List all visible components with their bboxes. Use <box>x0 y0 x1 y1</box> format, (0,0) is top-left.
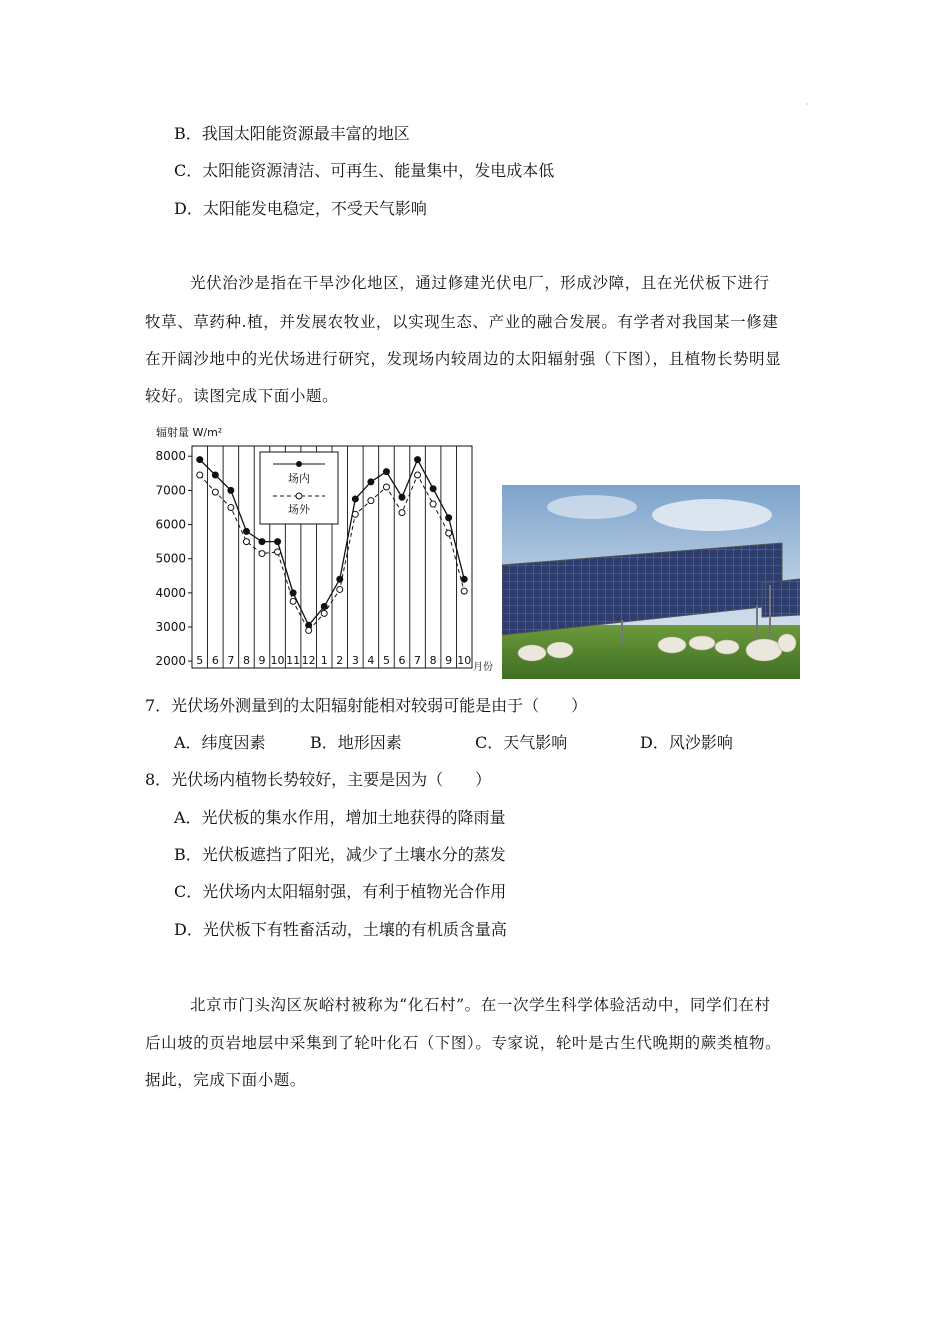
series-1-point <box>399 510 405 516</box>
q7-stem: 7．光伏场外测量到的太阳辐射能相对较弱可能是由于（ ） <box>145 696 588 715</box>
y-tick-label: 7000 <box>155 483 186 498</box>
x-tick-label: 3 <box>351 654 359 667</box>
passage1-line1: 光伏治沙是指在干旱沙化地区，通过修建光伏电厂，形成沙障，且在光伏板下进行 <box>190 274 770 292</box>
series-1-point <box>275 549 281 555</box>
series-0-point <box>352 496 358 502</box>
legend-label-out: 场外 <box>288 503 310 516</box>
series-0-point <box>430 486 436 492</box>
solar-farm-photo <box>502 485 800 679</box>
passage2-line3: 据此，完成下面小题。 <box>145 1071 307 1089</box>
series-0-point <box>228 487 234 493</box>
solar-panel-far <box>762 579 800 617</box>
q8-option-c[interactable]: C．光伏场内太阳辐射强，有利于植物光合作用 <box>174 882 507 901</box>
passage2-line2: 后山坡的页岩地层中采集到了轮叶化石（下图）。专家说，轮叶是古生代晚期的蕨类植物。 <box>145 1034 782 1052</box>
x-tick-label: 5 <box>196 654 204 667</box>
q8-stem: 8．光伏场内植物长势较好，主要是因为（ ） <box>145 770 492 789</box>
q7-option-c[interactable]: C．天气影响 <box>475 733 568 752</box>
series-0-point <box>321 604 327 610</box>
series-0-point <box>275 539 281 545</box>
series-1-point <box>352 511 358 517</box>
x-tick-label: 10 <box>457 654 472 667</box>
x-tick-label: 1 <box>320 654 328 667</box>
series-1-point <box>306 627 312 633</box>
series-0-point <box>415 457 421 463</box>
series-1-point <box>228 504 234 510</box>
series-0-point <box>197 457 203 463</box>
y-tick-label: 2000 <box>155 654 186 669</box>
q7-option-a[interactable]: A．纬度因素 <box>174 733 266 752</box>
q8-option-b[interactable]: B．光伏板遮挡了阳光，减少了土壤水分的蒸发 <box>174 845 506 864</box>
legend <box>260 452 338 524</box>
x-tick-label: 9 <box>258 654 266 667</box>
corner-mark: · <box>806 100 809 109</box>
x-tick-label: 6 <box>398 654 406 667</box>
legend-marker-out <box>296 493 302 499</box>
series-1-point <box>321 610 327 616</box>
x-tick-label: 7 <box>414 654 422 667</box>
y-axis-label: 辐射量 W/m² <box>156 426 223 439</box>
x-tick-label: 2 <box>336 654 344 667</box>
y-tick-label: 5000 <box>155 551 186 566</box>
x-tick-label: 8 <box>429 654 437 667</box>
series-1-point <box>337 586 343 592</box>
x-tick-label: 6 <box>211 654 219 667</box>
series-1-point <box>243 539 249 545</box>
prev-option-b[interactable]: B．我国太阳能资源最丰富的地区 <box>174 124 410 143</box>
series-1-point <box>290 598 296 604</box>
q7-option-b[interactable]: B．地形因素 <box>310 733 402 752</box>
x-tick-label: 5 <box>382 654 390 667</box>
passage2-line1: 北京市门头沟区灰峪村被称为“化石村”。在一次学生科学体验活动中，同学们在村 <box>190 996 771 1014</box>
series-0-point <box>368 479 374 485</box>
series-0-point <box>259 539 265 545</box>
cloud <box>652 499 772 531</box>
series-0-point <box>212 472 218 478</box>
q8-option-a[interactable]: A．光伏板的集水作用，增加土地获得的降雨量 <box>174 808 506 827</box>
series-1-point <box>383 484 389 490</box>
q7-option-d[interactable]: D．风沙影响 <box>640 733 733 752</box>
x-axis-label: 月份 <box>473 662 493 673</box>
series-1-point <box>368 498 374 504</box>
y-tick-label: 4000 <box>155 585 186 600</box>
prev-option-d[interactable]: D．太阳能发电稳定，不受天气影响 <box>174 199 427 218</box>
y-tick-label: 8000 <box>155 449 186 464</box>
series-1-point <box>461 588 467 594</box>
series-1-point <box>212 489 218 495</box>
series-1-point <box>197 472 203 478</box>
passage1-line3: 在开阔沙地中的光伏场进行研究，发现场内较周边的太阳辐射强（下图），且植物长势明显 <box>145 350 782 368</box>
q8-option-d[interactable]: D．光伏板下有牲畜活动，土壤的有机质含量高 <box>174 920 507 939</box>
series-0-point <box>383 469 389 475</box>
cloud <box>547 495 637 519</box>
series-1-point <box>259 551 265 557</box>
series-0-point <box>461 576 467 582</box>
x-tick-label: 11 <box>286 654 301 667</box>
x-tick-label: 10 <box>270 654 285 667</box>
prev-option-c[interactable]: C．太阳能资源清洁、可再生、能量集中，发电成本低 <box>174 161 555 180</box>
series-1-point <box>446 530 452 536</box>
x-tick-label: 9 <box>445 654 453 667</box>
legend-marker-in <box>296 461 302 467</box>
x-tick-label: 12 <box>301 654 316 667</box>
series-0-point <box>243 528 249 534</box>
series-1-point <box>415 472 421 478</box>
y-tick-label: 6000 <box>155 517 186 532</box>
y-tick-label: 3000 <box>155 620 186 635</box>
passage1-line2: 牧草、草药种.植，并发展农牧业，以实现生态、产业的融合发展。有学者对我国某一修建 <box>145 313 779 331</box>
series-1-point <box>430 501 436 507</box>
series-0-point <box>399 494 405 500</box>
x-tick-label: 8 <box>242 654 250 667</box>
x-tick-label: 4 <box>367 654 375 667</box>
radiation-chart <box>150 420 498 682</box>
passage1-line4: 较好。读图完成下面小题。 <box>145 387 339 405</box>
legend-label-in: 场内 <box>288 472 310 485</box>
x-tick-label: 7 <box>227 654 235 667</box>
series-0-point <box>446 515 452 521</box>
